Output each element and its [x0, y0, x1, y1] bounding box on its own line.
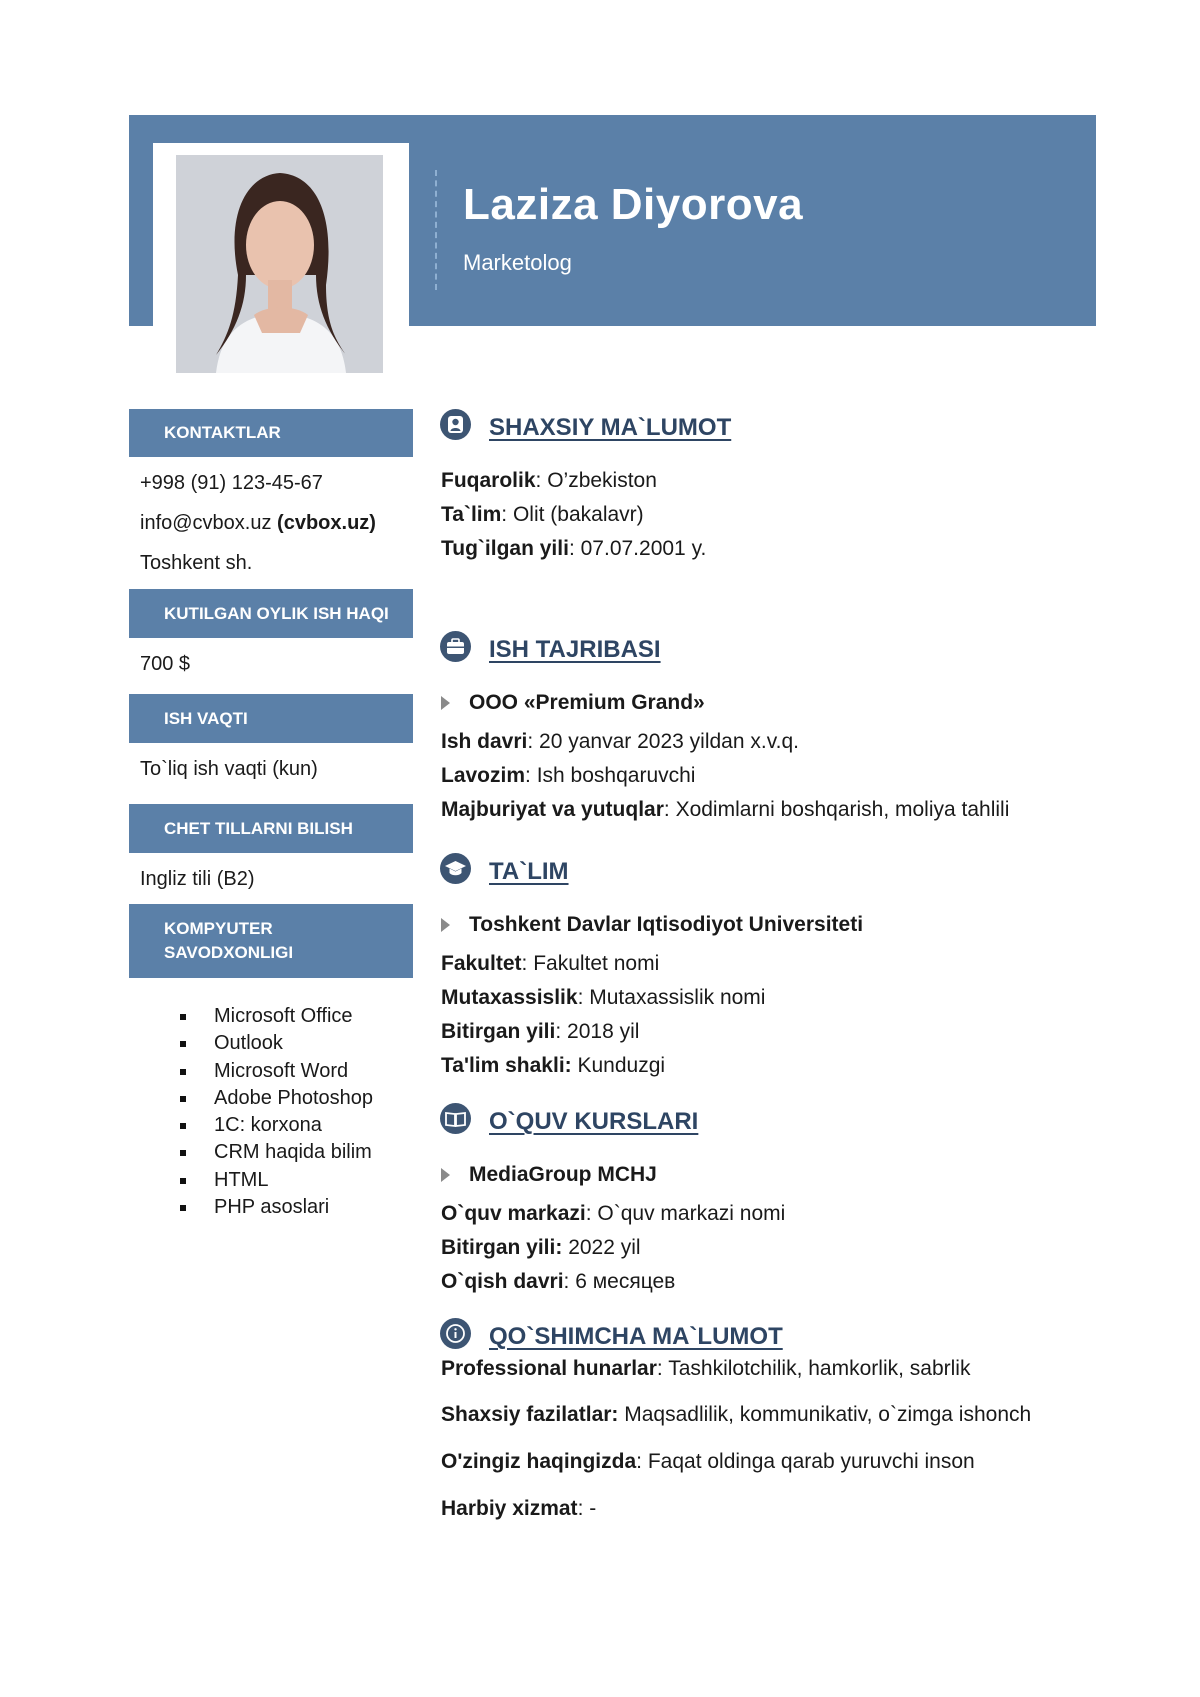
education-school: Toshkent Davlar Iqtisodiyot Universiteti	[441, 913, 863, 937]
candidate-name: Laziza Diyorova	[463, 180, 804, 229]
experience-row: Ish davri: 20 yanvar 2023 yildan x.v.q.	[441, 730, 799, 753]
candidate-role: Marketolog	[463, 250, 572, 275]
salary-heading: KUTILGAN OYLIK ISH HAQI	[129, 589, 413, 638]
list-item: Adobe Photoshop	[180, 1085, 373, 1112]
experience-row: Lavozim: Ish boshqaruvchi	[441, 764, 696, 787]
contact-email-line	[140, 512, 376, 535]
contact-phone: +998 (91) 123-45-67	[140, 472, 323, 494]
salary-value: 700 $	[140, 653, 191, 675]
additional-row: Shaxsiy fazilatlar: Maqsadlilik, kommunikativ, o`zimga ishonch	[441, 1403, 1032, 1426]
work-time-heading: ISH VAQTI	[129, 694, 413, 743]
education-row: Bitirgan yili: 2018 yil	[441, 1020, 640, 1043]
education-row: Fakultet: Fakultet nomi	[441, 952, 660, 975]
list-item: HTML	[180, 1167, 373, 1194]
education-row: Ta'lim shakli: Kunduzgi	[441, 1054, 666, 1077]
info-icon	[440, 1318, 471, 1349]
courses-provider: MediaGroup MCHJ	[441, 1163, 657, 1187]
additional-row: Professional hunarlar: Tashkilotchilik, hamkorlik, sabrlik	[441, 1357, 971, 1380]
list-item: Outlook	[180, 1030, 373, 1057]
computer-skills-heading: KOMPYUTER SAVODXONLIGI	[129, 904, 413, 978]
list-item: PHP asoslari	[180, 1194, 373, 1221]
education-row: Mutaxassislik: Mutaxassislik nomi	[441, 986, 766, 1009]
contact-city: Toshkent sh.	[140, 552, 253, 574]
courses-title: O`QUV KURSLARI	[489, 1108, 699, 1135]
contacts-heading: KONTAKTLAR	[129, 409, 413, 457]
personal-title: SHAXSIY MA`LUMOT	[489, 414, 732, 441]
additional-title: QO`SHIMCHA MA`LUMOT	[489, 1323, 783, 1350]
name-divider	[435, 170, 437, 290]
experience-title: ISH TAJRIBASI	[489, 636, 661, 663]
contact-email: info@cvbox.uz	[140, 512, 272, 534]
list-item: CRM haqida bilim	[180, 1139, 373, 1166]
briefcase-icon	[440, 631, 471, 662]
additional-row: O'zingiz haqingizda: Faqat oldinga qarab yuruvchi inson	[441, 1450, 975, 1473]
computer-skills-list	[180, 1003, 373, 1221]
list-item: 1C: korxona	[180, 1112, 373, 1139]
profile-photo	[176, 155, 383, 373]
languages-heading: CHET TILLARNI BILISH	[129, 804, 413, 853]
work-time-value: To`liq ish vaqti (kun)	[140, 758, 318, 780]
courses-row: O`qish davri: 6 месяцев	[441, 1270, 676, 1293]
list-item: Microsoft Word	[180, 1058, 373, 1085]
experience-company: OOO «Premium Grand»	[441, 691, 705, 715]
personal-row: Fuqarolik: O’zbekiston	[441, 469, 657, 492]
book-icon	[440, 1103, 471, 1134]
education-title: TA`LIM	[489, 858, 569, 885]
graduation-cap-icon	[440, 853, 471, 884]
personal-row: Tug`ilgan yili: 07.07.2001 y.	[441, 537, 707, 560]
person-icon	[440, 409, 471, 440]
languages-value: Ingliz tili (B2)	[140, 868, 255, 890]
courses-row: Bitirgan yili: 2022 yil	[441, 1236, 641, 1259]
experience-row: Majburiyat va yutuqlar: Xodimlarni boshqarish, moliya tahlili	[441, 798, 1010, 821]
contact-site: (cvbox.uz)	[277, 512, 376, 534]
courses-row: O`quv markazi: O`quv markazi nomi	[441, 1202, 786, 1225]
list-item: Microsoft Office	[180, 1003, 373, 1030]
additional-row: Harbiy xizmat: -	[441, 1497, 597, 1520]
personal-row: Ta`lim: Olit (bakalavr)	[441, 503, 644, 526]
